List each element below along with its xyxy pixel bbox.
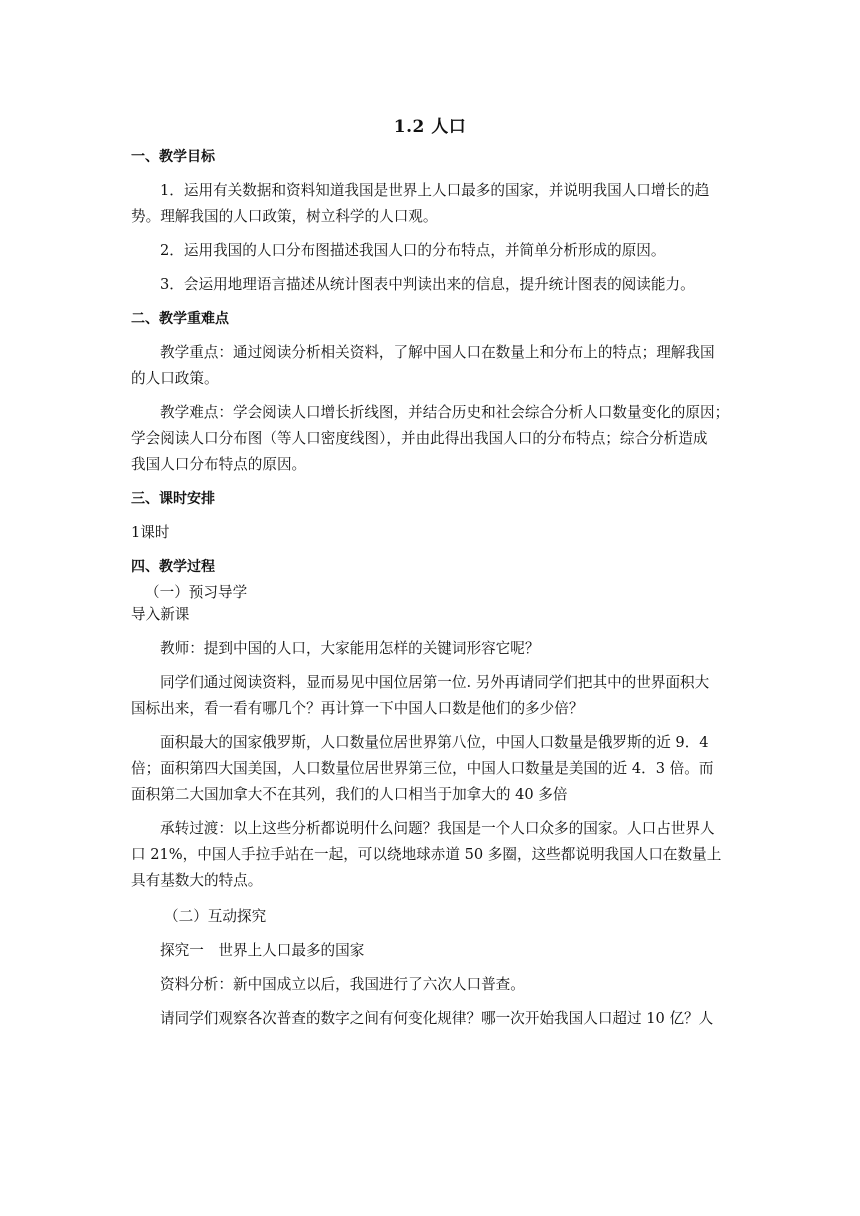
process-subheading-explore: （二）互动探究 <box>164 908 267 925</box>
section-heading-process: 四、教学过程 <box>131 559 215 575</box>
key-difficulty-line-1: 教学难点：学会阅读人口增长折线图，并结合历史和社会综合分析人口数量变化的原因； <box>160 404 730 421</box>
process-paragraph-3-line-1: 面积最大的国家俄罗斯，人口数量位居世界第八位，中国人口数量是俄罗斯的近 9．4 <box>160 734 709 751</box>
page-title: 1.2 人口 <box>393 117 467 137</box>
key-difficulty-line-3: 我国人口分布特点的原因。 <box>131 456 307 473</box>
process-paragraph-3-line-3: 面积第二大国加拿大不在其列，我们的人口相当于加拿大的 40 多倍 <box>131 786 568 803</box>
process-subheading-preview: （一）预习导学 <box>145 584 248 601</box>
process-paragraph-3-line-2: 倍；面积第四大国美国，人口数量位居世界第三位，中国人口数量是美国的近 4．3 倍。而 <box>131 760 714 777</box>
objective-item-2: 2．运用我国的人口分布图描述我国人口的分布特点，并简单分析形成的原因。 <box>160 242 666 259</box>
process-paragraph-4-line-2: 口 21%，中国人手拉手站在一起，可以绕地球赤道 50 多圈，这些都说明我国人口在数量上 <box>131 846 722 863</box>
objective-item-1-line-2: 势。理解我国的人口政策，树立科学的人口观。 <box>131 208 438 225</box>
section-heading-keypoints: 二、教学重难点 <box>131 311 229 327</box>
document-body <box>131 146 731 1030</box>
objective-item-3: 3．会运用地理语言描述从统计图表中判读出来的信息，提升统计图表的阅读能力。 <box>160 276 695 293</box>
explore-1-material: 资料分析：新中国成立以后，我国进行了六次人口普查。 <box>160 976 525 993</box>
key-focus-line-1: 教学重点：通过阅读分析相关资料，了解中国人口在数量上和分布上的特点；理解我国 <box>160 344 715 361</box>
key-focus-line-2: 的人口政策。 <box>131 370 219 387</box>
process-paragraph-2-line-1: 同学们通过阅读资料，显而易见中国位居第一位. 另外再请同学们把其中的世界面积大 <box>160 674 710 691</box>
process-intro-label: 导入新课 <box>131 606 190 623</box>
section-heading-objectives: 一、教学目标 <box>131 149 215 165</box>
process-paragraph-2-line-2: 国标出来，看一看有哪几个？再计算一下中国人口数是他们的多少倍？ <box>131 700 584 717</box>
objective-item-1-line-1: 1．运用有关数据和资料知道我国是世界上人口最多的国家，并说明我国人口增长的趋 <box>160 182 710 199</box>
process-paragraph-1: 教师：提到中国的人口，大家能用怎样的关键词形容它呢？ <box>160 640 540 657</box>
section-heading-schedule: 三、课时安排 <box>131 491 215 507</box>
explore-1-title: 探究一 世界上人口最多的国家 <box>160 942 365 959</box>
process-paragraph-4-line-3: 具有基数大的特点。 <box>131 872 263 889</box>
key-difficulty-line-2: 学会阅读人口分布图（等人口密度线图），并由此得出我国人口的分布特点；综合分析造成 <box>131 430 708 447</box>
schedule-text: 1课时 <box>131 524 170 541</box>
process-paragraph-4-line-1: 承转过渡：以上这些分析都说明什么问题？我国是一个人口众多的国家。人口占世界人 <box>160 820 715 837</box>
explore-1-question-line-1: 请同学们观察各次普查的数字之间有何变化规律？哪一次开始我国人口超过 10 亿？人 <box>160 1010 714 1027</box>
